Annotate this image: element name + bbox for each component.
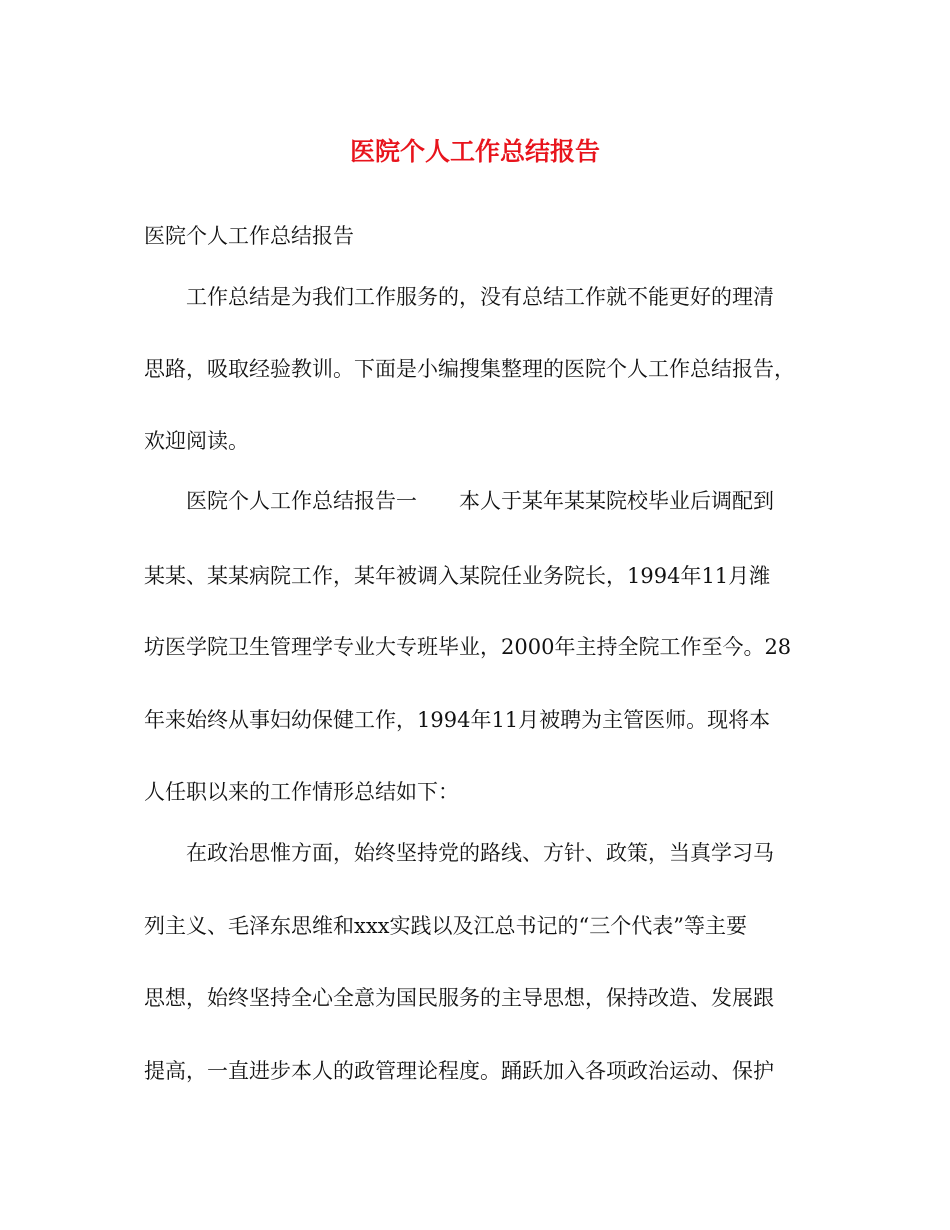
document-title: 医院个人工作总结报告 [349,137,600,166]
body-line: 坊医学院卫生管理学专业大专班毕业，2000年主持全院工作至今。28 [144,635,792,659]
body-line: 欢迎阅读。 [144,429,249,453]
body-line: 思路，吸取经验教训。下面是小编搜集整理的医院个人工作总结报告， [144,357,795,381]
body-line: 在政治思惟方面，始终坚持党的路线、方针、政策，当真学习马 [144,841,774,865]
body-line: 某某、某某病院工作，某年被调入某院任业务院长，1994年11月潍 [144,564,771,588]
body-line: 年来始终从事妇幼保健工作，1994年11月被聘为主管医师。现将本 [144,708,771,732]
body-line: 人任职以来的工作情形总结如下： [144,780,459,804]
body-line: 医院个人工作总结报告一 本人于某年某某院校毕业后调配到 [144,489,774,513]
body-line-subtitle: 医院个人工作总结报告 [144,224,354,248]
body-line: 工作总结是为我们工作服务的，没有总结工作就不能更好的理清 [144,285,774,309]
body-line: 提高，一直进步本人的政管理论程度。踊跃加入各项政治运动、保护 [144,1059,774,1083]
body-line: 思想，始终坚持全心全意为国民服务的主导思想，保持改造、发展跟 [144,986,774,1010]
body-line: 列主义、毛泽东思维和xxx实践以及江总书记的“三个代表”等主要 [144,914,747,938]
